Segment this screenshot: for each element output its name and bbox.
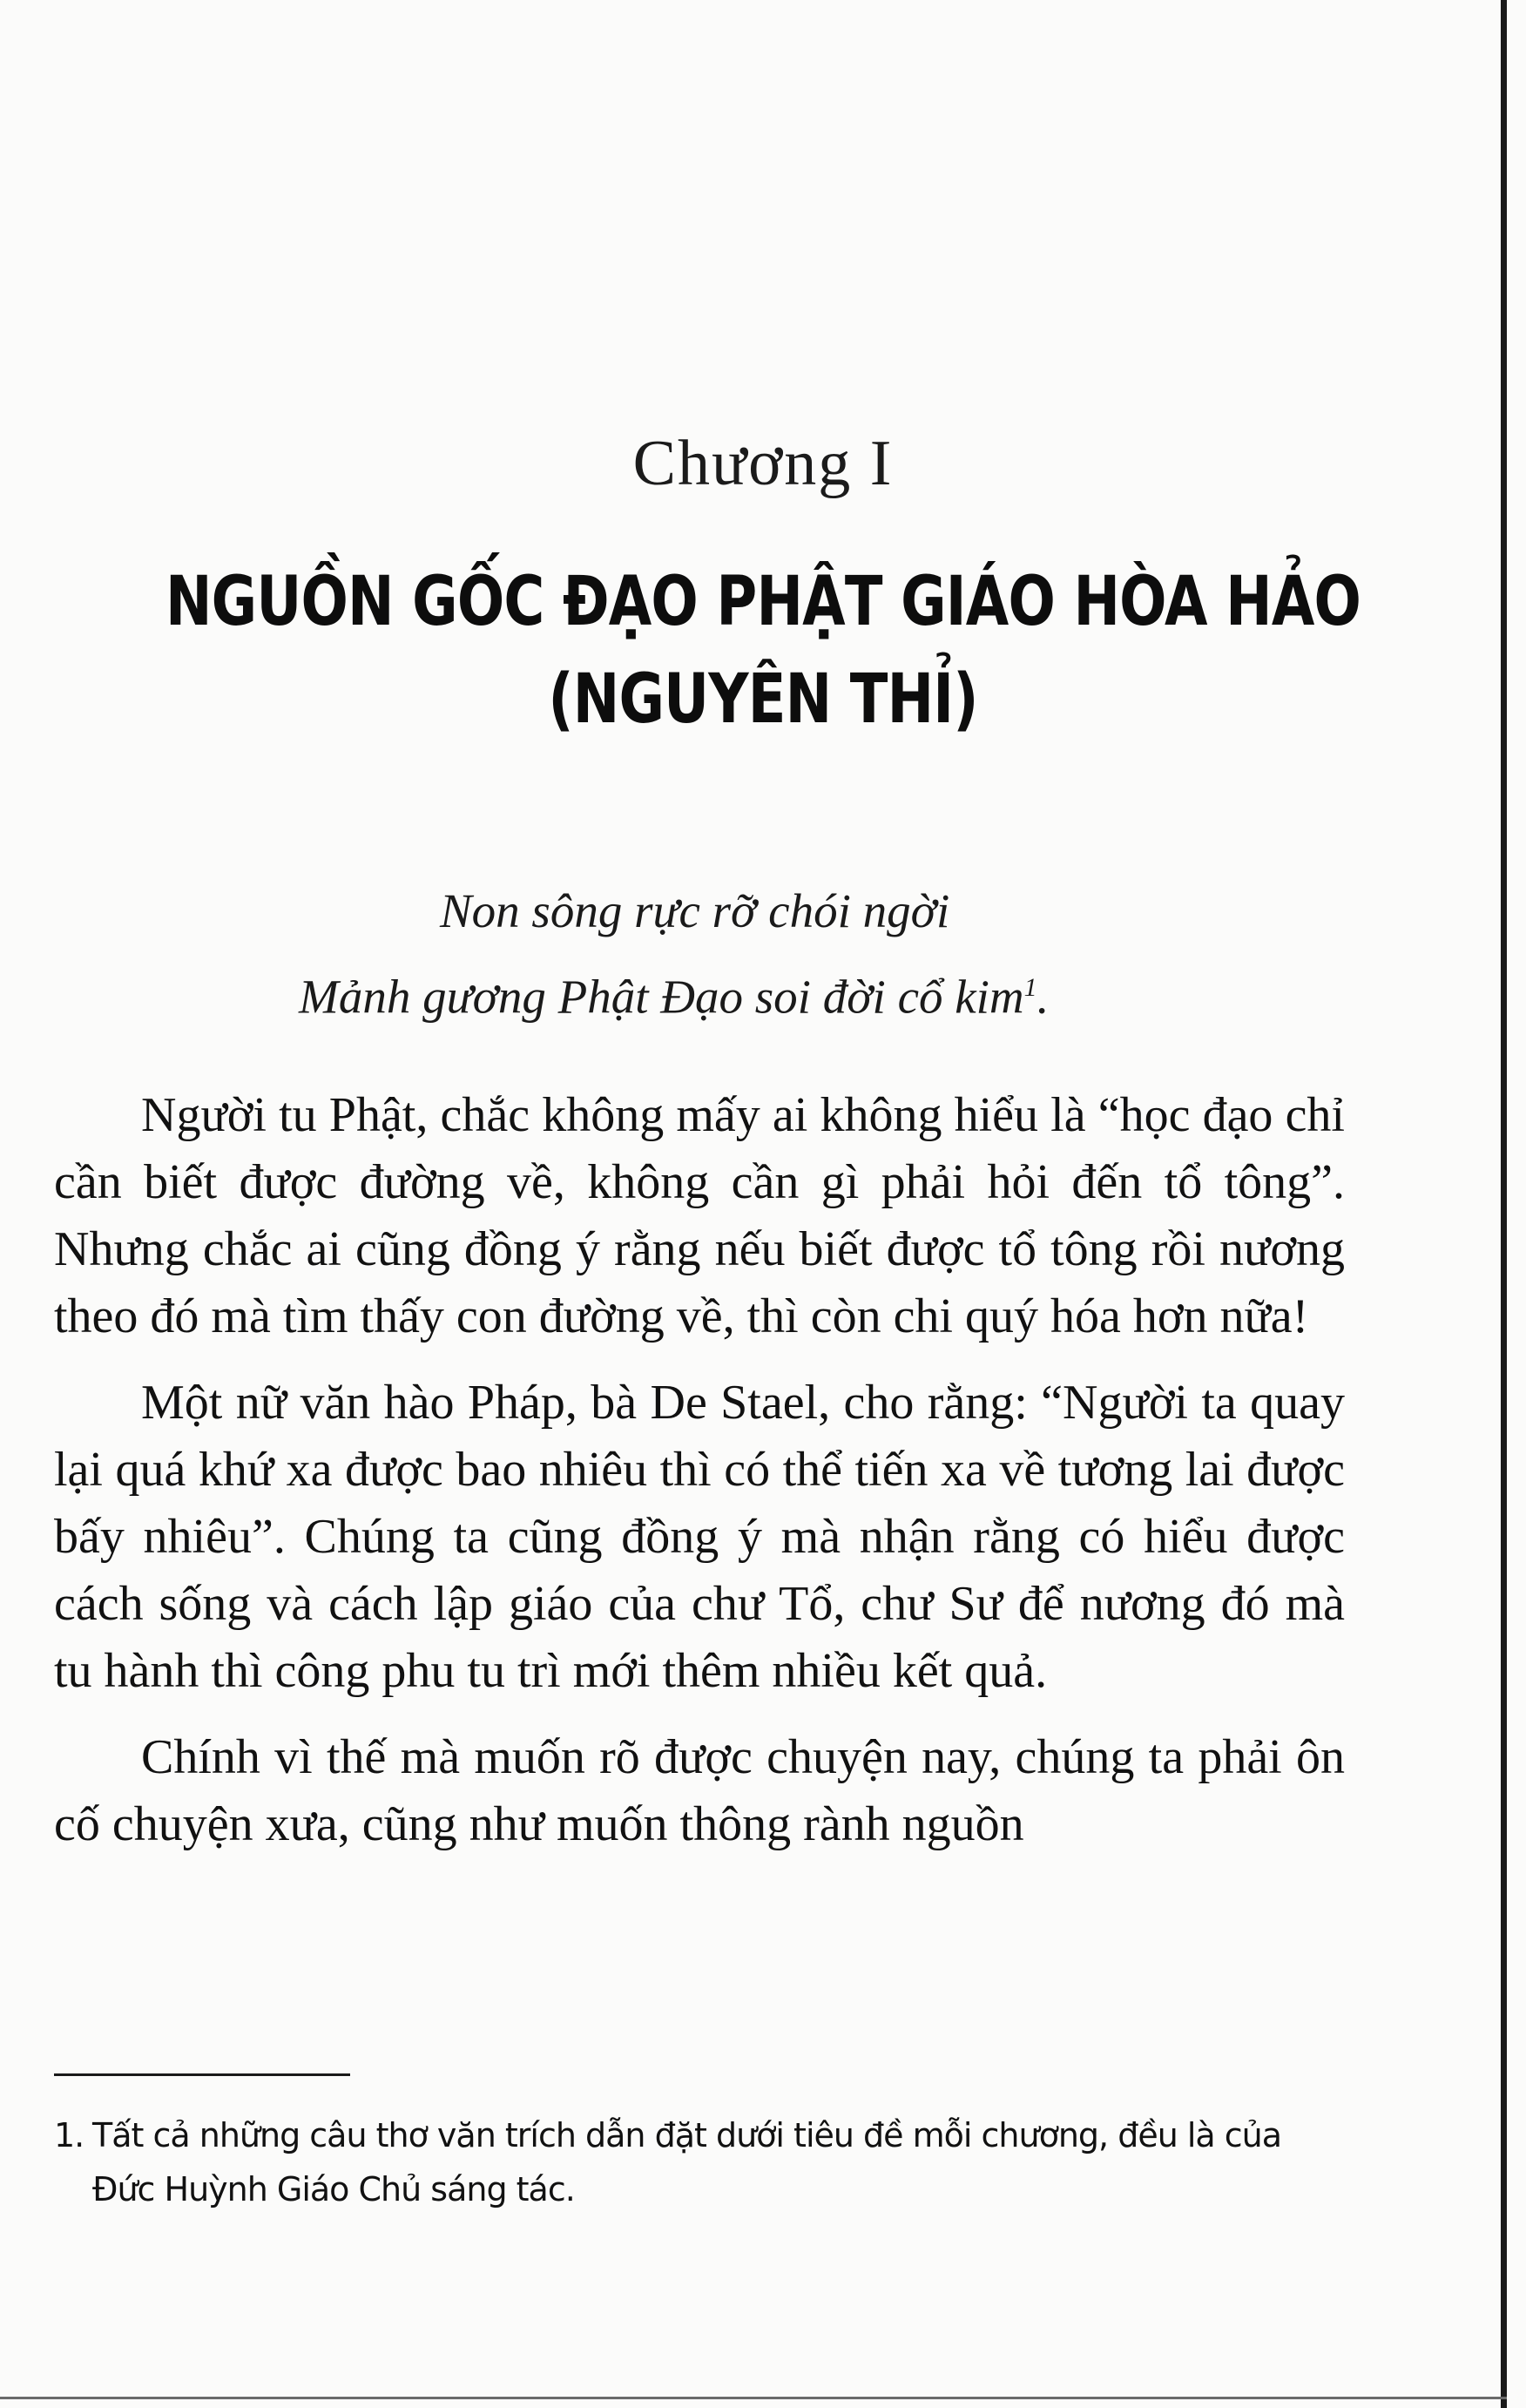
epigraph-line-2 bbox=[299, 950, 1526, 1035]
chapter-title-line-1: NGUỒN GỐC ĐẠO PHẬT GIÁO HÒA HẢO bbox=[165, 563, 1361, 641]
footnote-mark: 1. bbox=[54, 2116, 84, 2154]
footnote-line-1 bbox=[54, 2108, 1345, 2162]
footnote-text-2: Đức Huỳnh Giáo Chủ sáng tác. bbox=[92, 2170, 575, 2208]
footnote bbox=[54, 2108, 1345, 2216]
chapter-title bbox=[138, 553, 1389, 748]
footnote-divider bbox=[54, 2073, 350, 2076]
page-binding-edge bbox=[1501, 0, 1507, 2408]
epigraph bbox=[0, 873, 1526, 1035]
footnote-text-1: Tất cả những câu thơ văn trích dẫn đặt dưới tiêu đề mỗi chương, đều là của bbox=[92, 2116, 1282, 2154]
epigraph-line-1: Non sông rực rỡ chói ngời bbox=[440, 884, 950, 937]
footnote-reference: 1 bbox=[1023, 973, 1037, 1002]
page-bottom-edge bbox=[0, 2397, 1507, 2399]
epigraph-line-2-text: Mảnh gương Phật Đạo soi đời cổ kim bbox=[299, 970, 1024, 1024]
paragraph-1: Người tu Phật, chắc không mấy ai không hiểu là “học đạo chỉ cần biết được đường về, không cần gì phải hỏi đến tổ tông”. Nhưng chắc ai cũng đồng ý rằng nếu biết được tổ tông rồi nương theo đó mà tìm thấy con đường về, thì còn chi quý hóa hơn nữa! bbox=[54, 1088, 1345, 1343]
paragraph-2: Một nữ văn hào Pháp, bà De Stael, cho rằng: “Người ta quay lại quá khứ xa được bao nhiêu thì có thể tiến xa về tương lai được bấy nhiêu”. Chúng ta cũng đồng ý mà nhận rằng có hiểu được cách sống và cách lập giáo của chư Tổ, chư Sư để nương đó mà tu hành thì công phu tu trì mới thêm nhiều kết quả. bbox=[54, 1376, 1345, 1698]
body-text bbox=[54, 1082, 1345, 1877]
chapter-label: Chương I bbox=[632, 428, 894, 499]
epigraph-line-2-end: . bbox=[1036, 970, 1050, 1024]
paragraph-3: Chính vì thế mà muốn rõ được chuyện nay, chúng ta phải ôn cố chuyện xưa, cũng như muốn thông rành nguồn bbox=[54, 1730, 1345, 1851]
chapter-title-line-2: (NGUYÊN THỈ) bbox=[548, 660, 978, 739]
